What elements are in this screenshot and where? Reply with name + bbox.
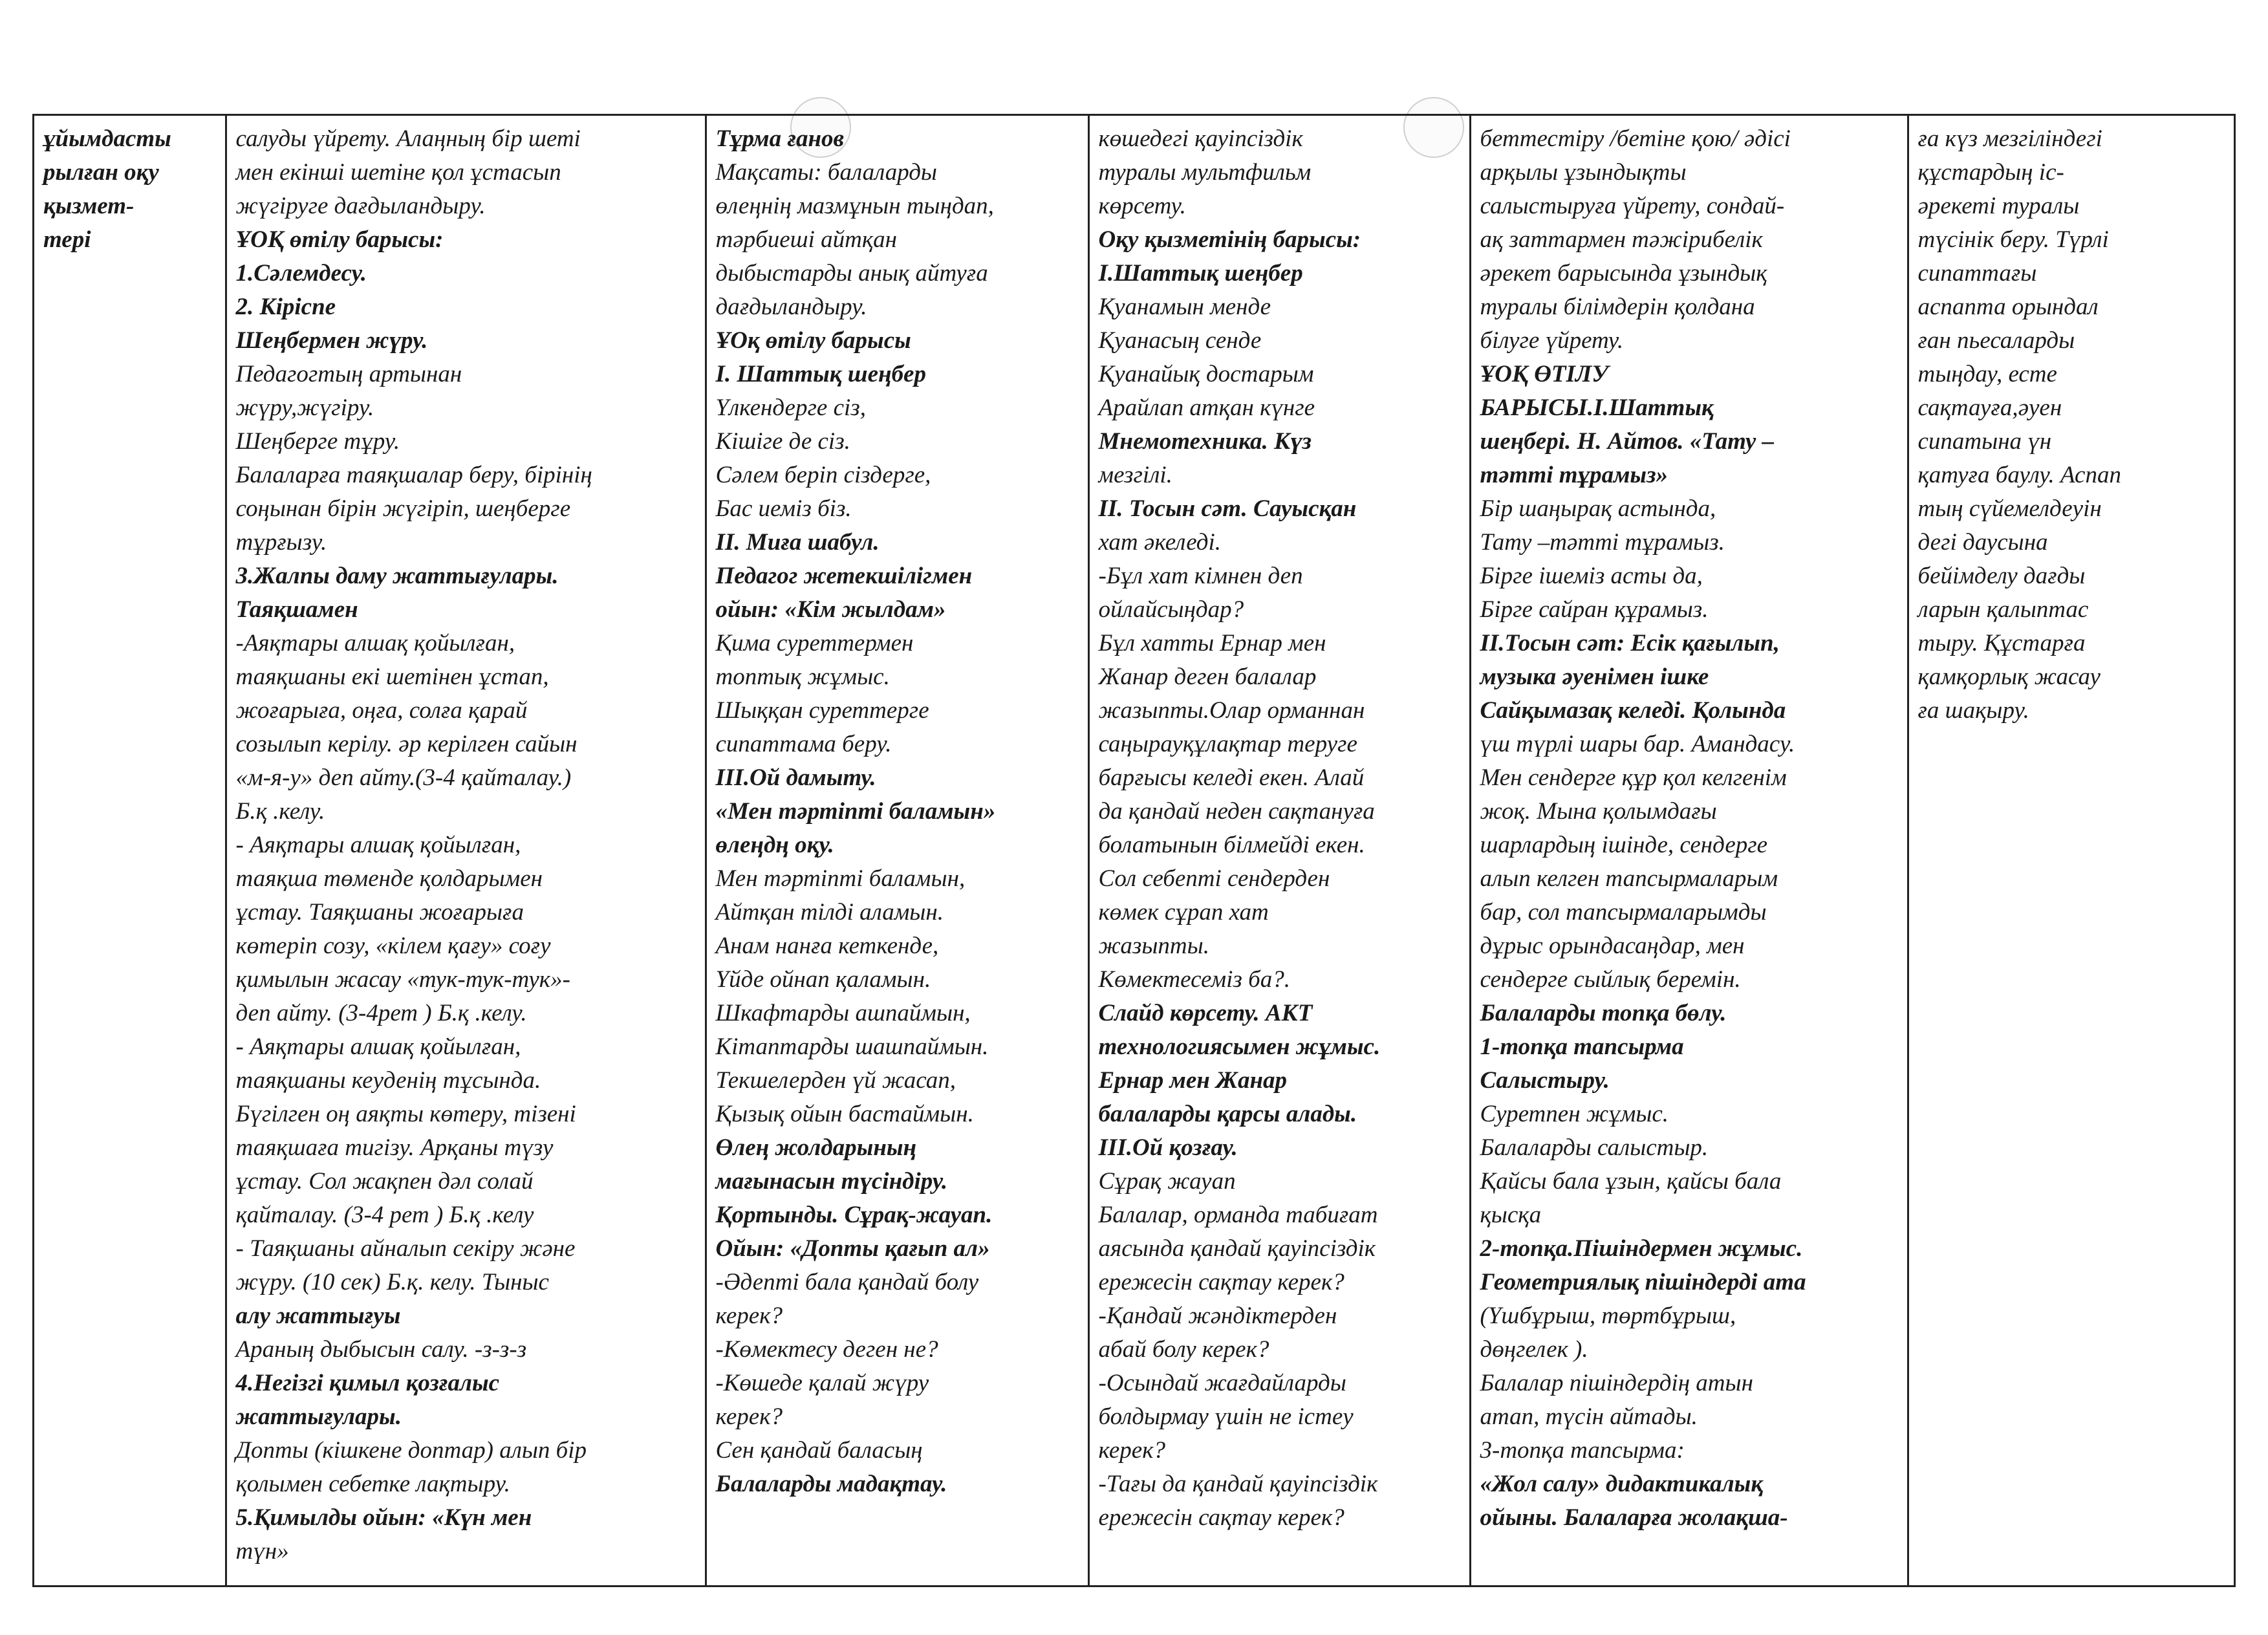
text-line: ІІІ.Ой қозғау. [1098,1134,1238,1161]
text-line: -Көмектесу деген не? [715,1336,938,1363]
text-line: Қызық ойын бастаймын. [715,1101,974,1127]
text-line: көмек сұрап хат [1098,899,1269,926]
text-line: Шеңберге тұру. [235,428,400,455]
text-line: Кішіге де сіз. [715,428,850,455]
text-line: Мақсаты: балаларды [715,159,937,186]
text-line: Көмектесеміз ба?. [1098,966,1290,993]
text-line: ҰОҚ ӨТІЛУ [1480,361,1609,387]
text-line: тыңдау, есте [1917,361,2057,387]
text-line: дыбыстарды анық айтуға [715,260,988,287]
text-line: білуге үйрету. [1480,327,1624,354]
text-line: музыка әуенімен ішке [1480,664,1709,690]
text-line: Кітаптарды шашпаймын. [715,1034,989,1060]
text-line: мен екінші шетіне қол ұстасып [235,159,561,186]
text-line: Балалар пішіндердің атын [1480,1370,1753,1396]
thursday-activity-cell [1470,116,1908,1585]
text-line: Бірге ішеміз асты да, [1480,563,1703,589]
text-line: аясында қандай қауіпсіздік [1098,1235,1376,1262]
text-line: 1.Сәлемдесу. [235,260,367,287]
text-line: 2. Кіріспе [235,294,336,320]
text-line: Тату –тәтті тұрамыз. [1480,529,1725,556]
text-line: қайталау. (3-4 рет ) Б.қ .келу [235,1202,534,1228]
text-line: дұрыс орындасаңдар, мен [1480,933,1745,959]
text-line: Бірге сайран құрамыз. [1480,596,1709,623]
text-line: қызмет- [43,193,135,219]
lesson-plan-table-frame [32,114,2236,1587]
text-line: ға шақыру. [1917,697,2029,724]
row-header-cell [34,116,226,1585]
text-line: - Аяқтары алшақ қойылған, [235,1034,521,1060]
text-line: Сен қандай баласың [715,1437,923,1464]
text-line: Арайлап атқан күнге [1098,395,1315,421]
text-line: қатуға баулу. Аспап [1917,462,2121,488]
text-line: арқылы ұзындықты [1480,159,1687,186]
text-line: - Аяқтары алшақ қойылған, [235,832,521,858]
text-line: Б.қ .келу. [235,798,325,825]
text-line: Мен тәртіпті баламын, [715,865,966,892]
text-line: созылып керілу. әр керілген сайын [235,731,578,757]
text-line: әрекет барысында ұзындық [1480,260,1767,287]
text-line: Оқу қызметінің барысы: [1098,226,1361,253]
text-line: І.Шаттық шеңбер [1098,260,1303,287]
text-line: бар, сол тапсырмаларымды [1480,899,1767,926]
text-line: да қандай неден сақтануға [1098,798,1375,825]
text-line: 4.Негізгі қимыл қозғалыс [235,1370,500,1396]
text-line: салыстыруға үйрету, сондай- [1480,193,1785,219]
text-line: сипаттама беру. [715,731,892,757]
text-line: ақ заттармен тәжірибелік [1480,226,1763,253]
text-line: ҰОҚ өтілу барысы: [235,226,444,253]
text-line: ойын: «Кім жылдам» [715,596,946,623]
text-line: сендерге сыйлық беремін. [1480,966,1741,993]
text-line: Балаларды салыстыр. [1480,1134,1709,1161]
text-line: жүру,жүгіру. [235,395,374,421]
text-line: І. Шаттық шеңбер [715,361,926,387]
text-line: алу жаттығуы [235,1303,401,1329]
text-line: беттестіру /бетіне қою/ әдісі [1480,125,1791,152]
text-line: жүру. (10 сек) Б.қ. келу. Тыныс [235,1269,549,1295]
text-line: ға күз мезгіліндегі [1917,125,2102,152]
text-line: Үлкендерге сіз, [715,395,866,421]
text-line: бейімделу дағды [1917,563,2086,589]
text-line: 1-топқа тапсырма [1480,1034,1684,1060]
text-line: Жанар деген балалар [1098,664,1317,690]
monday-activity-cell [226,116,706,1585]
text-line: Шкафтарды ашпаймын, [715,1000,971,1026]
wednesday-activity-cell [1088,116,1470,1585]
text-line: БАРЫСЫ.І.Шаттық [1480,395,1714,421]
text-line: құстардың іс- [1917,159,2064,186]
text-line: ған пьесаларды [1917,327,2075,354]
text-line: қамқорлық жасау [1917,664,2101,690]
text-line: болдырмау үшін не істеу [1098,1403,1354,1430]
text-line: «Жол салу» дидактикалық [1480,1471,1764,1497]
text-line: Айтқан тілді аламын. [715,899,944,926]
text-line: дөңгелек ). [1480,1336,1588,1363]
text-line: Сәлем беріп сіздерге, [715,462,931,488]
text-line: ІІ. Тосын сәт. Сауысқан [1098,495,1357,522]
text-line: атап, түсін айтады. [1480,1403,1698,1430]
text-line: салуды үйрету. Алаңның бір шеті [235,125,581,152]
text-line: Қима суреттермен [715,630,914,656]
text-line: Үйде ойнап қаламын. [715,966,931,993]
text-line: көшедегі қауіпсіздік [1098,125,1303,152]
text-line: Қортынды. Сұрақ-жауап. [715,1202,993,1228]
text-line: Шеңбермен жүру. [235,327,428,354]
text-line: үш түрлі шары бар. Амандасу. [1480,731,1795,757]
text-line: Суретпен жұмыс. [1480,1101,1669,1127]
text-line: жоқ. Мына қолымдағы [1480,798,1717,825]
text-line: ұстау. Сол жақпен дәл солай [235,1168,534,1195]
text-line: әрекеті туралы [1917,193,2080,219]
text-line: Текшелерден үй жасап, [715,1067,956,1094]
text-line: Балалар, орманда табиғат [1098,1202,1378,1228]
tuesday-activity-cell [706,116,1088,1585]
text-line: Қуанасың сенде [1098,327,1262,354]
text-line: жаттығулары. [235,1403,402,1430]
text-line: сипатына үн [1917,428,2052,455]
text-line: Сол себепті сендерден [1098,865,1330,892]
text-line: тері [43,226,91,253]
text-line: жүгіруге дағдыландыру. [235,193,486,219]
text-line: Араның дыбысын салу. -з-з-з [235,1336,527,1363]
text-line: керек? [715,1403,783,1430]
text-line: таяқшаға тигізу. Арқаны түзу [235,1134,554,1161]
table-row [34,116,2238,1585]
text-line: мағынасын түсіндіру. [715,1168,948,1195]
text-line: қолымен себетке лақтыру. [235,1471,510,1497]
text-line: өлеңнің мазмұнын тыңдап, [715,193,994,219]
text-line: Слайд көрсету. АКТ [1098,1000,1313,1026]
text-line: Балаларды топқа бөлу. [1480,1000,1727,1026]
text-line: жазыпты. [1098,933,1209,959]
text-line: көрсету. [1098,193,1186,219]
text-line: тәрбиеші айтқан [715,226,898,253]
text-line: Педагог жетекшілігмен [715,563,973,589]
text-line: өлеңдң оқу. [715,832,834,858]
text-line: туралы білімдерін қолдана [1480,294,1755,320]
text-line: Бүгілген оң аяқты көтеру, тізені [235,1101,576,1127]
text-line: Өлең жолдарының [715,1134,917,1161]
text-line: керек? [715,1303,783,1329]
text-line: аспапта орындал [1917,294,2099,320]
text-line: Допты (кішкене доптар) алып бір [235,1437,587,1464]
text-line: жоғарыға, оңға, солға қарай [235,697,528,724]
text-line: қысқа [1480,1202,1542,1228]
text-line: сақтауға,әуен [1917,395,2062,421]
text-line: Таяқшамен [235,596,358,623]
text-line: туралы мультфильм [1098,159,1312,186]
text-line: хат әкеледі. [1098,529,1222,556]
text-line: Балаларды мадақтау. [715,1471,947,1497]
text-line: «м-я-у» деп айту.(3-4 қайталау.) [235,764,572,791]
text-line: -Тағы да қандай қауіпсіздік [1098,1471,1378,1497]
text-line: мезгілі. [1098,462,1172,488]
text-line: ІІ. Миға шабул. [715,529,880,556]
friday-activity-cell [1908,116,2238,1585]
text-line: Мнемотехника. Күз [1098,428,1312,455]
text-line: -Көшеде қалай жүру [715,1370,929,1396]
text-line: ережесін сақтау керек? [1098,1269,1345,1295]
text-line: абай болу керек? [1098,1336,1269,1363]
text-line: деп айту. (3-4рет ) Б.қ .келу. [235,1000,527,1026]
text-line: ІІ.Тосын сәт: Есік қағылып, [1480,630,1780,656]
text-line: Балаларға таяқшалар беру, бірінің [235,462,592,488]
text-line: ҰОқ өтілу барысы [715,327,911,354]
text-line: керек? [1098,1437,1166,1464]
text-line: алып келген тапсырмаларым [1480,865,1778,892]
text-line: шеңбері. Н. Айтов. «Тату – [1480,428,1775,455]
text-line: дегі даусына [1917,529,2048,556]
text-line: тыру. Құстарға [1917,630,2086,656]
text-line: Сұрақ жауап [1098,1168,1236,1195]
text-line: Бұл хатты Ернар мен [1098,630,1326,656]
text-line: -Қандай жәндіктерден [1098,1303,1337,1329]
text-line: Геометриялық пішіндерді ата [1480,1269,1806,1295]
text-line: Қуанайық достарым [1098,361,1314,387]
text-line: ларын қалыптас [1917,596,2089,623]
text-line: (Үшбұрыш, төртбұрыш, [1480,1303,1736,1329]
text-line: Педагогтың артынан [235,361,462,387]
text-line: -Осындай жағдайларды [1098,1370,1346,1396]
text-line: ІІІ.Ой дамыту. [715,764,876,791]
text-line: ойлайсыңдар? [1098,596,1244,623]
text-line: саңырауқұлақтар теруге [1098,731,1357,757]
text-line: Бір шаңырақ астында, [1480,495,1716,522]
text-line: -Бұл хат кімнен деп [1098,563,1303,589]
text-line: Қуанамын менде [1098,294,1271,320]
text-line: тұрғызу. [235,529,327,556]
text-line: түсінік беру. Түрлі [1917,226,2109,253]
text-line: барғысы келеді екен. Алай [1098,764,1365,791]
lesson-plan-table [34,116,2238,1585]
text-line: сипаттағы [1917,260,2037,287]
text-line: таяқша төменде қолдарымен [235,865,543,892]
text-line: топтық жұмыс. [715,664,890,690]
text-line: ұстау. Таяқшаны жоғарыға [235,899,524,926]
text-line: 3-топқа тапсырма: [1480,1437,1685,1464]
text-line: Тұрма ғанов [715,125,845,152]
text-line: Сайқымазақ келеді. Қолында [1480,697,1786,724]
text-line: Анам нанға кеткенде, [715,933,939,959]
text-line: Ернар мен Жанар [1098,1067,1288,1094]
text-line: рылған оқу [43,159,159,186]
text-line: Қайсы бала ұзын, қайсы бала [1480,1168,1782,1195]
text-line: 2-топқа.Пішіндермен жұмыс. [1480,1235,1803,1262]
text-line: қимылын жасау «тук-тук-тук»- [235,966,570,993]
text-line: 3.Жалпы даму жаттығулары. [235,563,559,589]
text-line: жазыпты.Олар орманнан [1098,697,1365,724]
text-line: технологиясымен жұмыс. [1098,1034,1381,1060]
text-line: Бас иеміз біз. [715,495,852,522]
text-line: Ойын: «Допты қағып ал» [715,1235,990,1262]
text-line: таяқшаны екі шетінен ұстап, [235,664,549,690]
text-line: түн» [235,1538,289,1565]
text-line: көтеріп созу, «кілем қағу» соғу [235,933,551,959]
text-line: соңынан бірін жүгіріп, шеңберге [235,495,571,522]
text-line: шарлардың ішінде, сендерге [1480,832,1768,858]
text-line: 5.Қимылды ойын: «Күн мен [235,1504,532,1531]
text-line: ережесін сақтау керек? [1098,1504,1345,1531]
text-line: тың сүйемелдеуін [1917,495,2102,522]
text-line: тәтті тұрамыз» [1480,462,1669,488]
text-line: ұйымдасты [43,125,171,152]
text-line: Шыққан суреттерге [715,697,929,724]
text-line: таяқшаны кеуденің тұсында. [235,1067,541,1094]
text-line: «Мен тәртіпті баламын» [715,798,996,825]
text-line: Салыстыру. [1480,1067,1610,1094]
text-line: -Әдепті бала қандай болу [715,1269,979,1295]
text-line: дағдыландыру. [715,294,867,320]
text-line: Мен сендерге құр қол келгенім [1480,764,1787,791]
text-line: ойыны. Балаларға жолақша- [1480,1504,1788,1531]
text-line: -Аяқтары алшақ қойылған, [235,630,515,656]
text-line: - Таяқшаны айналып секіру және [235,1235,576,1262]
text-line: болатынын білмейді екен. [1098,832,1365,858]
text-line: балаларды қарсы алады. [1098,1101,1357,1127]
